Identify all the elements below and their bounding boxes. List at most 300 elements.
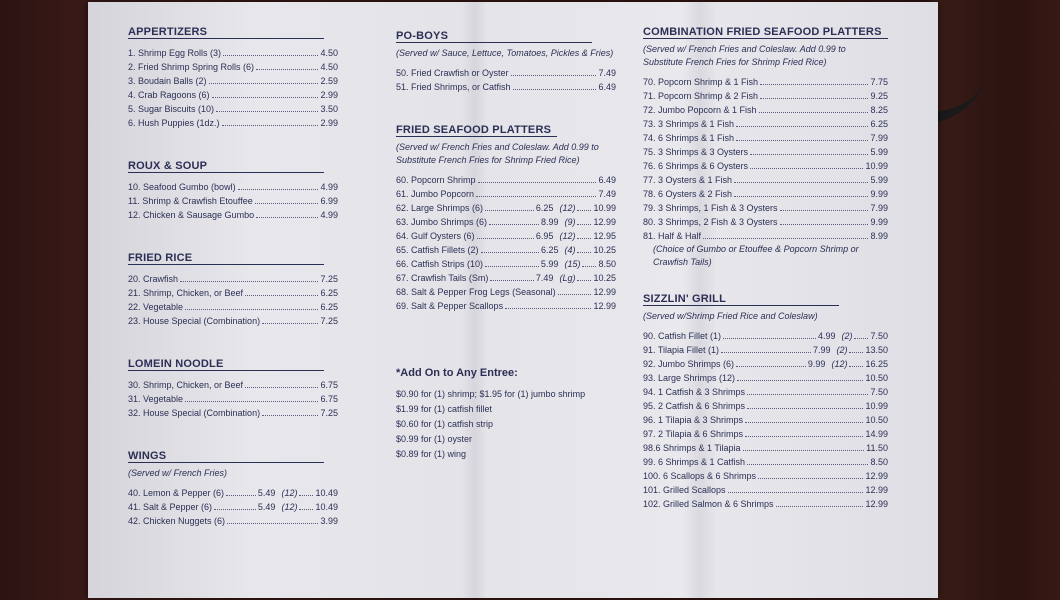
menu-item	[396, 201, 616, 215]
dot-leader	[477, 229, 534, 239]
menu-item	[396, 215, 616, 229]
dot-leader	[185, 392, 318, 402]
item-name: 5. Sugar Biscuits (10)	[128, 104, 215, 114]
section-add-on	[396, 367, 616, 462]
item-name: 68. Salt & Pepper Frog Legs (Seasonal)	[396, 287, 556, 297]
item-price: 7.49	[598, 68, 616, 78]
item-name: 102. Grilled Salmon & 6 Shrimps	[643, 499, 774, 509]
menu-item	[643, 399, 888, 413]
menu-item	[643, 441, 888, 455]
item-name: 92. Jumbo Shrimps (6)	[643, 359, 735, 369]
section-title: WINGS	[128, 450, 324, 463]
dot-leader	[758, 469, 863, 479]
menu-item	[643, 329, 888, 343]
item-price: 6.95	[535, 231, 554, 241]
item-price: 4.50	[320, 48, 338, 58]
item-price: 10.99	[865, 401, 888, 411]
dot-leader	[721, 343, 811, 353]
item-large-size: (15)	[564, 259, 581, 269]
item-price: 6.25	[320, 302, 338, 312]
item-price: 6.75	[320, 380, 338, 390]
menu-item	[128, 46, 338, 60]
menu-item	[396, 66, 616, 80]
menu-item	[643, 229, 888, 243]
item-large-price: 12.99	[593, 217, 616, 227]
dot-leader	[577, 201, 591, 211]
item-price: 7.75	[870, 77, 888, 87]
dot-leader	[734, 187, 868, 197]
section-fried-seafood-platters	[396, 120, 616, 313]
item-price: 9.99	[807, 359, 826, 369]
dot-leader	[747, 399, 863, 409]
item-price: 5.99	[870, 147, 888, 157]
menu-item	[643, 469, 888, 483]
item-large-size: (9)	[564, 217, 576, 227]
item-name: 80. 3 Shrimps, 2 Fish & 3 Oysters	[643, 217, 778, 227]
item-price: 14.99	[865, 429, 888, 439]
item-name: 100. 6 Scallops & 6 Shrimps	[643, 471, 757, 481]
item-price: 12.99	[865, 471, 888, 481]
menu-item	[643, 215, 888, 229]
menu-item	[643, 427, 888, 441]
item-large-size: (4)	[564, 245, 576, 255]
item-price: 4.99	[320, 182, 338, 192]
dot-leader	[485, 257, 539, 267]
section-note: (Served w/ French Fries and Coleslaw. Add 0.99 to Substitute French Fries for Shrimp Fried Rice)	[396, 142, 599, 165]
item-price: 7.25	[320, 316, 338, 326]
item-name: 30. Shrimp, Chicken, or Beef	[128, 380, 244, 390]
menu-item	[128, 392, 338, 406]
dot-leader	[736, 117, 868, 127]
dot-leader	[736, 357, 806, 367]
item-price: 7.25	[320, 274, 338, 284]
add-on-line: $0.99 for (1) oyster	[396, 434, 473, 444]
menu-item	[643, 75, 888, 89]
item-price: 8.50	[870, 457, 888, 467]
item-name: 31. Vegetable	[128, 394, 184, 404]
section-sizzlin-grill	[643, 289, 888, 511]
dot-leader	[299, 500, 313, 510]
item-name: 40. Lemon & Pepper (6)	[128, 488, 225, 498]
item-price: 4.99	[817, 331, 836, 341]
item-name: 94. 1 Catfish & 3 Shrimps	[643, 387, 746, 397]
item-price: 6.49	[598, 82, 616, 92]
section-roux-soup	[128, 156, 338, 222]
dot-leader	[736, 131, 868, 141]
section-appetizers	[128, 22, 338, 130]
item-large-price: 7.50	[870, 331, 888, 341]
dot-leader	[256, 208, 318, 218]
menu-item	[396, 229, 616, 243]
item-price: 8.25	[870, 105, 888, 115]
item-price: 11.50	[866, 443, 888, 453]
item-list	[396, 173, 616, 313]
menu-item	[128, 60, 338, 74]
item-large-size: (12)	[559, 231, 576, 241]
menu-item	[396, 271, 616, 285]
dot-leader	[703, 229, 868, 239]
menu-sheet	[88, 2, 938, 598]
dot-leader	[728, 483, 864, 493]
menu-item	[643, 371, 888, 385]
menu-item	[643, 145, 888, 159]
item-price: 7.49	[535, 273, 554, 283]
section-lomein	[128, 354, 338, 420]
menu-item	[643, 343, 888, 357]
section-note: (Served w/ French Fries and Coleslaw. Add 0.99 to Substitute French Fries for Shrimp Fried Rice)	[643, 44, 846, 67]
item-name: 23. House Special (Combination)	[128, 316, 261, 326]
item-list	[643, 329, 888, 511]
dot-leader	[185, 300, 318, 310]
dot-leader	[737, 371, 863, 381]
menu-item	[128, 88, 338, 102]
item-large-price: 8.50	[598, 259, 616, 269]
menu-item	[128, 500, 338, 514]
dot-leader	[745, 413, 863, 423]
item-price: 8.99	[540, 217, 559, 227]
menu-item	[128, 300, 338, 314]
item-list	[128, 46, 338, 130]
dot-leader	[245, 378, 318, 388]
item-name: 67. Crawfish Tails (Sm)	[396, 273, 489, 283]
menu-item	[396, 80, 616, 94]
item-price: 5.99	[870, 175, 888, 185]
menu-item	[643, 131, 888, 145]
item-price: 5.49	[257, 488, 276, 498]
item-name: 75. 3 Shrimps & 3 Oysters	[643, 147, 749, 157]
item-name: 11. Shrimp & Crawfish Etouffee	[128, 196, 253, 206]
item-name: 21. Shrimp, Chicken, or Beef	[128, 288, 244, 298]
item-name: 64. Gulf Oysters (6)	[396, 231, 475, 241]
section-title: FRIED SEAFOOD PLATTERS	[396, 124, 557, 137]
menu-item	[643, 357, 888, 371]
section-title: SIZZLIN' GRILL	[643, 293, 839, 306]
section-poboys	[396, 26, 616, 94]
item-name: 76. 6 Shrimps & 6 Oysters	[643, 161, 749, 171]
dot-leader	[849, 357, 863, 367]
menu-panel-left	[128, 22, 338, 528]
section-wings	[128, 446, 338, 528]
section-combination-platters	[643, 22, 888, 269]
dot-leader	[558, 285, 592, 295]
item-name: 96. 1 Tilapia & 3 Shrimps	[643, 415, 744, 425]
menu-item	[128, 194, 338, 208]
dot-leader	[222, 116, 319, 126]
dot-leader	[223, 46, 318, 56]
item-large-size: (12)	[281, 502, 298, 512]
dot-leader	[256, 60, 318, 70]
item-price: 6.49	[598, 175, 616, 185]
menu-item	[128, 514, 338, 528]
item-price: 7.99	[812, 345, 831, 355]
menu-item	[643, 497, 888, 511]
item-price: 6.25	[540, 245, 559, 255]
dot-leader	[238, 180, 319, 190]
menu-item	[643, 413, 888, 427]
item-price: 6.99	[320, 196, 338, 206]
menu-item	[128, 180, 338, 194]
menu-item	[396, 299, 616, 313]
dot-leader	[209, 74, 319, 84]
add-on-list	[396, 387, 616, 462]
menu-item	[128, 272, 338, 286]
dot-leader	[216, 102, 318, 112]
dot-leader	[485, 201, 534, 211]
item-large-price: 10.49	[315, 488, 338, 498]
item-name: 50. Fried Crawfish or Oyster	[396, 68, 509, 78]
dot-leader	[849, 343, 863, 353]
item-name: 73. 3 Shrimps & 1 Fish	[643, 119, 735, 129]
item-name: 101. Grilled Scallops	[643, 485, 726, 495]
dot-leader	[490, 271, 534, 281]
item-list	[128, 486, 338, 528]
dot-leader	[854, 329, 868, 339]
dot-leader	[750, 159, 863, 169]
menu-item	[643, 117, 888, 131]
section-title: PO-BOYS	[396, 30, 592, 43]
item-price: 10.50	[865, 373, 888, 383]
menu-item	[396, 257, 616, 271]
item-price: 7.49	[598, 189, 616, 199]
menu-item	[128, 314, 338, 328]
dot-leader	[489, 215, 539, 225]
half-and-half-note: (Choice of Gumbo or Etouffee & Popcorn Shrimp or Crawfish Tails)	[653, 244, 859, 267]
dot-leader	[745, 427, 863, 437]
item-name: 32. House Special (Combination)	[128, 408, 261, 418]
item-name: 61. Jumbo Popcorn	[396, 189, 475, 199]
item-large-size: (2)	[841, 331, 853, 341]
dot-leader	[734, 173, 868, 183]
dot-leader	[214, 500, 256, 510]
item-price: 7.25	[320, 408, 338, 418]
item-name: 51. Fried Shrimps, or Catfish	[396, 82, 511, 92]
item-price: 4.50	[320, 62, 338, 72]
item-price: 6.25	[320, 288, 338, 298]
item-name: 71. Popcorn Shrimp & 2 Fish	[643, 91, 759, 101]
dot-leader	[226, 486, 256, 496]
item-price: 3.99	[320, 516, 338, 526]
dot-leader	[747, 385, 868, 395]
item-name: 72. Jumbo Popcorn & 1 Fish	[643, 105, 757, 115]
item-large-size: (2)	[836, 345, 848, 355]
menu-item	[643, 385, 888, 399]
item-price: 8.99	[870, 231, 888, 241]
menu-item	[396, 285, 616, 299]
section-title: APPERTIZERS	[128, 26, 324, 39]
item-name: 78. 6 Oysters & 2 Fish	[643, 189, 733, 199]
item-large-price: 10.49	[315, 502, 338, 512]
menu-item	[643, 187, 888, 201]
dot-leader	[780, 201, 869, 211]
item-name: 20. Crawfish	[128, 274, 179, 284]
item-large-price: 10.25	[593, 273, 616, 283]
item-name: 42. Chicken Nuggets (6)	[128, 516, 226, 526]
item-name: 91. Tilapia Fillet (1)	[643, 345, 720, 355]
item-price: 6.75	[320, 394, 338, 404]
item-price: 5.49	[257, 502, 276, 512]
item-large-size: (12)	[831, 359, 848, 369]
menu-item	[396, 243, 616, 257]
item-name: 97. 2 Tilapia & 6 Shrimps	[643, 429, 744, 439]
dot-leader	[255, 194, 319, 204]
item-price: 2.99	[320, 90, 338, 100]
section-title: FRIED RICE	[128, 252, 324, 265]
dot-leader	[476, 187, 596, 197]
add-on-line: $1.99 for (1) catfish fillet	[396, 404, 493, 414]
add-on-line: $0.89 for (1) wing	[396, 449, 467, 459]
item-name: 69. Salt & Pepper Scallops	[396, 301, 504, 311]
dot-leader	[245, 286, 318, 296]
item-name: 70. Popcorn Shrimp & 1 Fish	[643, 77, 759, 87]
section-note: (Served w/ Sauce, Lettuce, Tomatoes, Pickles & Fries)	[396, 48, 614, 58]
item-name: 66. Catfish Strips (10)	[396, 259, 484, 269]
item-name: 90. Catfish Fillet (1)	[643, 331, 722, 341]
menu-item	[643, 103, 888, 117]
item-price: 9.99	[870, 217, 888, 227]
item-name: 10. Seafood Gumbo (bowl)	[128, 182, 236, 192]
item-price: 4.99	[320, 210, 338, 220]
menu-item	[643, 483, 888, 497]
add-on-line: $0.90 for (1) shrimp; $1.95 for (1) jumbo shrimp	[396, 389, 586, 399]
dot-leader	[227, 514, 318, 524]
dot-leader	[760, 89, 868, 99]
section-note: (Served w/ French Fries)	[128, 468, 228, 478]
dot-leader	[760, 75, 868, 85]
item-price: 10.99	[865, 161, 888, 171]
item-price: 12.99	[593, 301, 616, 311]
item-price: 7.99	[870, 203, 888, 213]
add-on-title: *Add On to Any Entree:	[396, 367, 518, 379]
menu-item	[128, 406, 338, 420]
item-name: 3. Boudain Balls (2)	[128, 76, 207, 86]
dot-leader	[577, 271, 591, 281]
dot-leader	[759, 103, 869, 113]
item-price: 6.25	[535, 203, 554, 213]
item-large-price: 12.95	[593, 231, 616, 241]
dot-leader	[299, 486, 313, 496]
item-name: 77. 3 Oysters & 1 Fish	[643, 175, 733, 185]
item-list	[643, 75, 888, 243]
dot-leader	[750, 145, 868, 155]
menu-item	[643, 173, 888, 187]
item-name: 74. 6 Shrimps & 1 Fish	[643, 133, 735, 143]
dot-leader	[582, 257, 596, 267]
item-price: 9.99	[870, 189, 888, 199]
item-list	[128, 180, 338, 222]
dot-leader	[262, 406, 318, 416]
menu-panel-right	[643, 22, 888, 511]
dot-leader	[505, 299, 591, 309]
dot-leader	[577, 215, 591, 225]
section-title: ROUX & SOUP	[128, 160, 324, 173]
dot-leader	[577, 243, 591, 253]
menu-item	[128, 208, 338, 222]
item-name: 4. Crab Ragoons (6)	[128, 90, 210, 100]
dot-leader	[212, 88, 319, 98]
item-name: 63. Jumbo Shrimps (6)	[396, 217, 488, 227]
item-large-price: 10.25	[593, 245, 616, 255]
menu-item	[128, 116, 338, 130]
menu-item	[396, 173, 616, 187]
item-price: 2.59	[320, 76, 338, 86]
item-name: 65. Catfish Fillets (2)	[396, 245, 479, 255]
item-large-price: 10.99	[593, 203, 616, 213]
dot-leader	[747, 455, 868, 465]
item-name: 99. 6 Shrimps & 1 Catfish	[643, 457, 746, 467]
section-note: (Served w/Shrimp Fried Rice and Coleslaw)	[643, 311, 818, 321]
section-fried-rice	[128, 248, 338, 328]
item-name: 81. Half & Half	[643, 231, 702, 241]
menu-item	[643, 159, 888, 173]
menu-item	[128, 102, 338, 116]
item-price: 7.99	[870, 133, 888, 143]
add-on-line: $0.60 for (1) catfish strip	[396, 419, 494, 429]
dot-leader	[577, 229, 591, 239]
item-price: 9.25	[870, 91, 888, 101]
item-large-price: 16.25	[865, 359, 888, 369]
item-price: 3.50	[320, 104, 338, 114]
menu-item	[643, 455, 888, 469]
item-name: 2. Fried Shrimp Spring Rolls (6)	[128, 62, 255, 72]
item-price: 7.50	[870, 387, 888, 397]
dot-leader	[478, 173, 597, 183]
item-name: 22. Vegetable	[128, 302, 184, 312]
menu-item	[643, 89, 888, 103]
menu-item	[396, 187, 616, 201]
item-name: 6. Hush Puppies (1dz.)	[128, 118, 220, 128]
item-list	[128, 272, 338, 328]
dot-leader	[180, 272, 318, 282]
item-large-size: (12)	[281, 488, 298, 498]
item-list	[396, 66, 616, 94]
dot-leader	[776, 497, 864, 507]
item-name: 79. 3 Shrimps, 1 Fish & 3 Oysters	[643, 203, 778, 213]
item-price: 5.99	[540, 259, 559, 269]
menu-item	[128, 74, 338, 88]
section-title: COMBINATION FRIED SEAFOOD PLATTERS	[643, 26, 888, 39]
menu-item	[643, 201, 888, 215]
item-large-price: 13.50	[865, 345, 888, 355]
menu-panel-middle	[396, 26, 616, 462]
item-price: 12.99	[865, 485, 888, 495]
item-name: 41. Salt & Pepper (6)	[128, 502, 213, 512]
menu-item	[128, 486, 338, 500]
item-name: 95. 2 Catfish & 6 Shrimps	[643, 401, 746, 411]
item-price: 12.99	[865, 499, 888, 509]
dot-leader	[262, 314, 318, 324]
item-list	[128, 378, 338, 420]
dot-leader	[513, 80, 597, 90]
item-price: 6.25	[870, 119, 888, 129]
item-name: 93. Large Shrimps (12)	[643, 373, 736, 383]
section-title: LOMEIN NOODLE	[128, 358, 324, 371]
item-name: 12. Chicken & Sausage Gumbo	[128, 210, 255, 220]
item-name: 98.6 Shrimps & 1 Tilapia	[643, 443, 741, 453]
menu-item	[128, 286, 338, 300]
menu-item	[128, 378, 338, 392]
item-name: 62. Large Shrimps (6)	[396, 203, 484, 213]
item-price: 12.99	[593, 287, 616, 297]
item-large-size: (Lg)	[559, 273, 576, 283]
item-large-size: (12)	[559, 203, 576, 213]
dot-leader	[780, 215, 869, 225]
item-name: 60. Popcorn Shrimp	[396, 175, 476, 185]
dot-leader	[481, 243, 539, 253]
item-price: 10.50	[865, 415, 888, 425]
dot-leader	[723, 329, 816, 339]
item-price: 2.99	[320, 118, 338, 128]
item-name: 1. Shrimp Egg Rolls (3)	[128, 48, 222, 58]
